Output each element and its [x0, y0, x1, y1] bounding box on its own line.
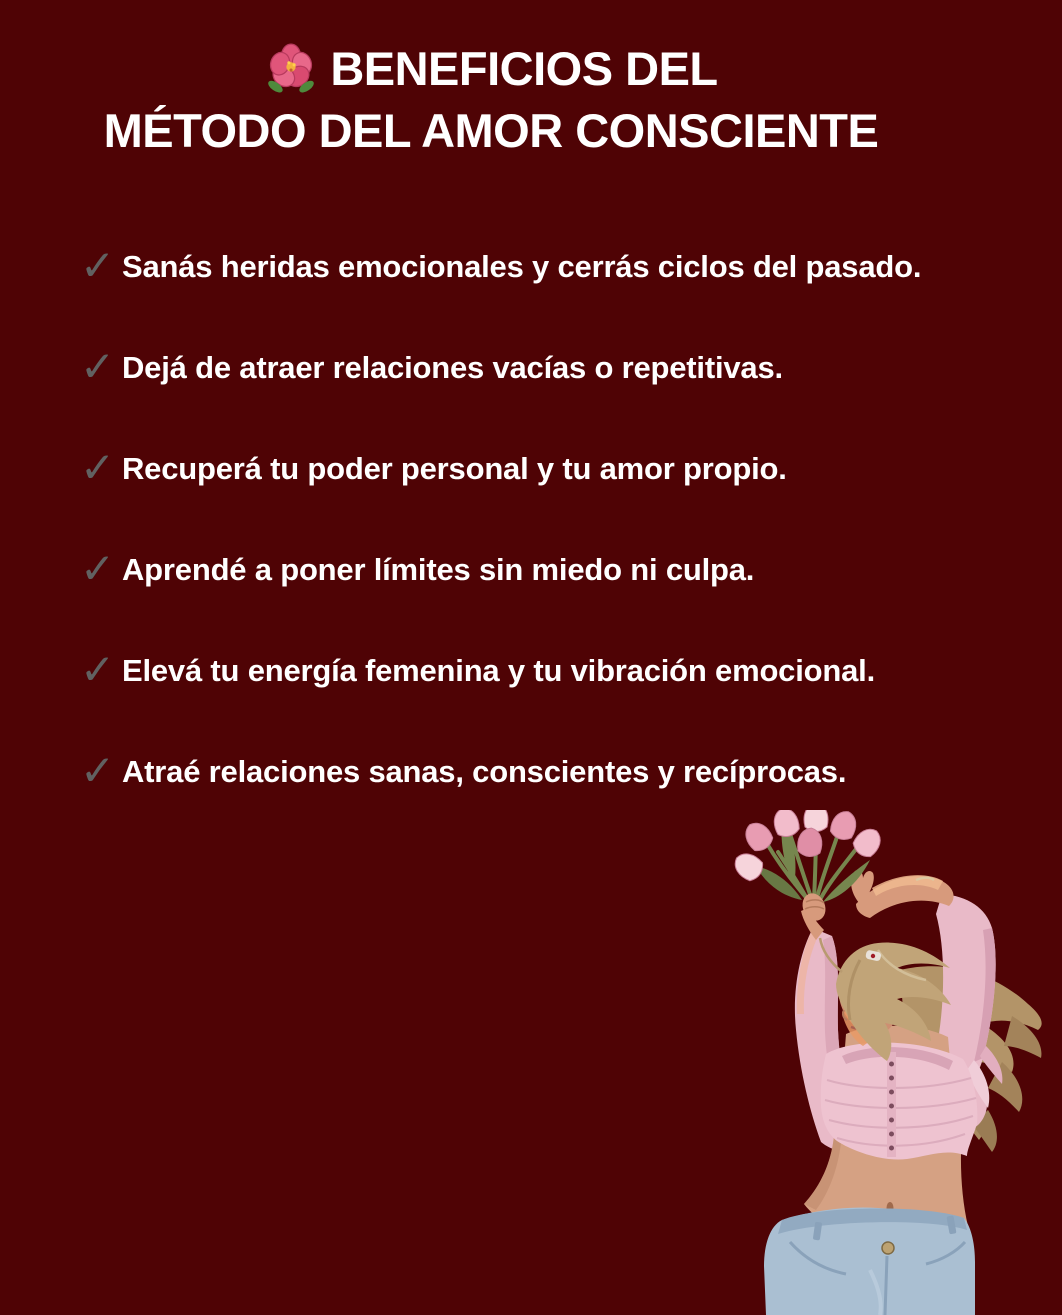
benefit-text: Atraé relaciones sanas, conscientes y recíprocas.	[122, 754, 847, 789]
benefit-text: Elevá tu energía femenina y tu vibración emocional.	[122, 653, 875, 688]
tulip-flowers	[730, 810, 886, 884]
benefit-item	[80, 444, 921, 491]
check-icon: ✓	[80, 646, 116, 693]
benefit-item	[80, 343, 921, 390]
check-icon: ✓	[80, 343, 116, 390]
benefit-text: Sanás heridas emocionales y cerrás ciclos del pasado.	[122, 249, 922, 284]
check-icon: ✓	[80, 747, 116, 794]
title-line-1: BENEFICIOS DEL	[330, 42, 718, 95]
benefit-text: Dejá de atraer relaciones vacías o repetitivas.	[122, 350, 783, 385]
benefit-item	[80, 242, 922, 289]
benefits-list	[80, 242, 922, 794]
title-line-2: MÉTODO DEL AMOR CONSCIENTE	[103, 104, 879, 157]
title-line-1-row	[0, 38, 1022, 100]
benefit-text: Aprendé a poner límites sin miedo ni culpa.	[122, 552, 755, 587]
benefit-item	[80, 646, 921, 693]
hibiscus-flower-icon	[264, 42, 318, 96]
benefit-item	[80, 747, 921, 794]
benefit-text: Recuperá tu poder personal y tu amor propio.	[122, 451, 787, 486]
check-icon: ✓	[80, 545, 116, 592]
benefit-item	[80, 545, 921, 592]
page-title	[0, 38, 1022, 162]
check-icon: ✓	[80, 242, 116, 289]
woman-with-tulips-image	[720, 810, 1062, 1315]
check-icon: ✓	[80, 444, 116, 491]
